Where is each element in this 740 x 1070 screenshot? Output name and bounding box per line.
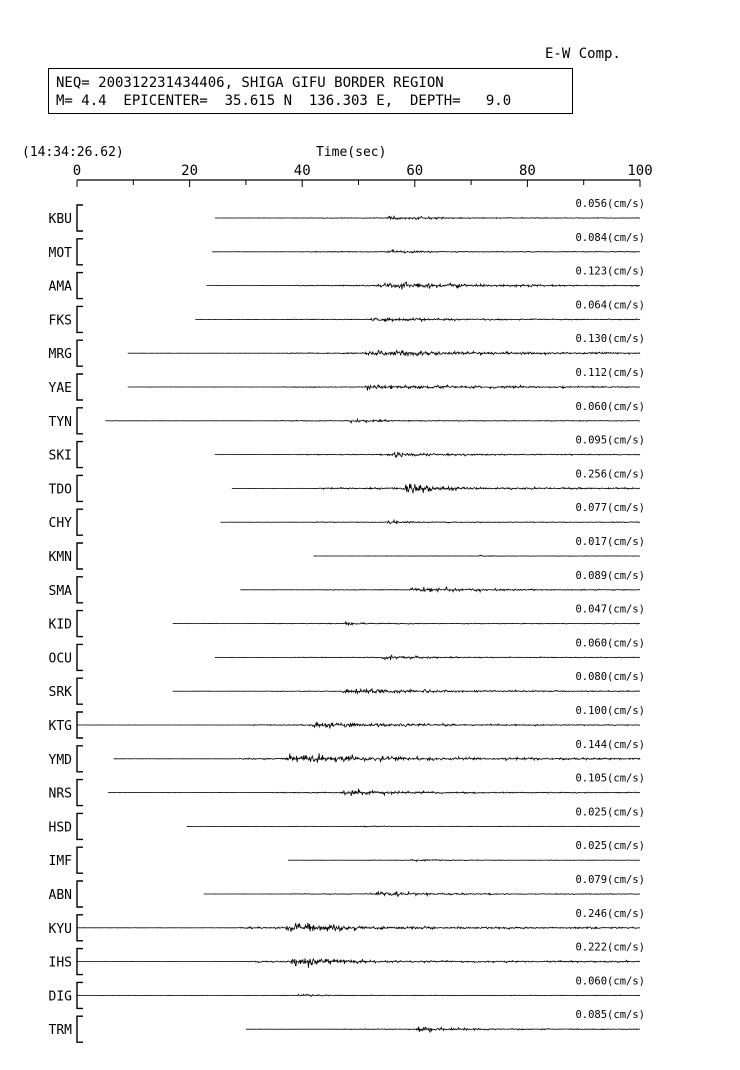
station-amplitude: 0.246(cm/s): [575, 907, 645, 920]
station-amplitude: 0.047(cm/s): [575, 603, 645, 616]
station-bracket: [77, 780, 83, 806]
waveform-mrg: [128, 350, 640, 356]
station-bracket: [77, 239, 83, 265]
waveform-trm: [246, 1027, 640, 1033]
time-tick-label: 60: [406, 163, 424, 179]
station-label: OCU: [48, 651, 72, 667]
waveform-ocu: [215, 655, 640, 660]
station-label: MRG: [48, 347, 72, 363]
trace-trm: [49, 1009, 645, 1042]
trace-nrs: [49, 773, 645, 806]
trace-mrg: [49, 333, 645, 366]
station-bracket: [77, 408, 83, 434]
station-bracket: [77, 881, 83, 907]
station-label: MOT: [48, 245, 72, 261]
trace-abn: [49, 874, 645, 907]
waveform-kmn: [314, 555, 641, 556]
station-bracket: [77, 306, 83, 332]
station-label: KMN: [48, 550, 72, 565]
station-label: CHY: [48, 516, 72, 532]
station-amplitude: 0.017(cm/s): [575, 536, 645, 548]
trace-kid: [49, 604, 645, 637]
station-label: KYU: [48, 921, 72, 937]
time-tick-label: 80: [518, 163, 536, 179]
trace-ama: [49, 266, 645, 299]
station-label: NRS: [48, 786, 72, 802]
station-amplitude: 0.060(cm/s): [575, 637, 645, 650]
time-tick-label: 40: [293, 163, 311, 179]
time-tick-label: 20: [181, 163, 199, 179]
time-axis-label: Time(sec): [316, 145, 387, 160]
station-amplitude: 0.105(cm/s): [575, 772, 645, 785]
station-label: YMD: [48, 752, 72, 768]
station-bracket: [77, 340, 83, 366]
station-bracket: [77, 475, 83, 501]
waveform-fks: [195, 318, 640, 322]
station-amplitude: 0.123(cm/s): [575, 265, 645, 278]
station-amplitude: 0.222(cm/s): [575, 941, 645, 954]
station-amplitude: 0.056(cm/s): [575, 198, 645, 210]
station-label: TDO: [48, 482, 72, 498]
waveform-ymd: [114, 753, 640, 763]
waveform-mot: [212, 250, 640, 253]
waveform-ktg: [77, 723, 640, 729]
station-label: DIG: [48, 989, 72, 1005]
station-amplitude: 0.095(cm/s): [575, 434, 645, 447]
trace-tdo: [49, 468, 645, 501]
waveform-imf: [288, 859, 640, 861]
station-bracket: [77, 543, 83, 569]
station-label: SMA: [48, 583, 72, 599]
station-label: ABN: [48, 888, 72, 903]
waveform-chy: [221, 520, 640, 524]
component-label: E-W Comp.: [545, 46, 621, 62]
trace-srk: [49, 671, 645, 704]
station-bracket: [77, 1016, 83, 1042]
station-amplitude: 0.080(cm/s): [575, 671, 645, 684]
trace-group: [49, 198, 645, 1042]
station-label: TRM: [48, 1023, 72, 1039]
trace-fks: [49, 299, 645, 332]
waveform-tdo: [232, 484, 640, 493]
trace-yae: [49, 367, 645, 400]
station-bracket: [77, 847, 83, 873]
waveform-dig: [77, 994, 640, 996]
station-label: IHS: [48, 955, 72, 971]
station-amplitude: 0.084(cm/s): [575, 231, 645, 244]
trace-kmn: [49, 536, 645, 569]
station-amplitude: 0.256(cm/s): [575, 468, 645, 481]
trace-ktg: [49, 705, 645, 738]
station-label: TYN: [48, 414, 72, 430]
station-bracket: [77, 442, 83, 468]
trace-chy: [49, 502, 645, 535]
station-bracket: [77, 678, 83, 704]
station-label: KTG: [48, 719, 72, 734]
origin-time: (14:34:26.62): [22, 145, 124, 160]
waveform-kbu: [215, 216, 640, 219]
trace-sma: [49, 570, 645, 603]
station-label: HSD: [48, 820, 72, 836]
station-bracket: [77, 611, 83, 637]
trace-hsd: [49, 806, 645, 839]
station-amplitude: 0.060(cm/s): [575, 400, 645, 413]
waveform-ama: [207, 282, 641, 290]
waveform-tyn: [105, 419, 640, 423]
event-info-line-2: M= 4.4 EPICENTER= 35.615 N 136.303 E, DEPTH= 9.0: [56, 93, 512, 109]
station-label: SKI: [48, 448, 72, 464]
station-bracket: [77, 813, 83, 839]
time-tick-label: 0: [72, 163, 82, 179]
trace-kyu: [49, 908, 645, 941]
time-tick-label: 100: [627, 163, 653, 179]
trace-kbu: [49, 198, 645, 231]
station-amplitude: 0.144(cm/s): [575, 738, 645, 751]
station-amplitude: 0.085(cm/s): [575, 1009, 645, 1022]
trace-ymd: [49, 739, 645, 772]
waveform-ski: [215, 452, 640, 457]
time-axis: [73, 163, 653, 187]
station-label: AMA: [48, 279, 72, 295]
waveform-sma: [240, 587, 640, 592]
station-amplitude: 0.089(cm/s): [575, 569, 645, 582]
trace-ocu: [49, 637, 645, 670]
event-info-line-1: NEQ= 200312231434406, SHIGA GIFU BORDER REGION: [56, 75, 444, 91]
waveform-yae: [128, 385, 640, 391]
trace-dig: [49, 975, 645, 1008]
station-amplitude: 0.079(cm/s): [575, 874, 645, 886]
station-label: KBU: [48, 212, 72, 227]
trace-ihs: [49, 942, 645, 975]
station-label: IMF: [48, 854, 72, 870]
trace-imf: [49, 840, 645, 873]
waveform-kyu: [77, 923, 640, 932]
station-amplitude: 0.130(cm/s): [575, 333, 645, 346]
station-bracket: [77, 509, 83, 535]
station-bracket: [77, 205, 83, 231]
station-amplitude: 0.064(cm/s): [575, 299, 645, 312]
station-bracket: [77, 644, 83, 670]
waveform-ihs: [77, 958, 640, 968]
waveform-srk: [173, 689, 640, 693]
station-bracket: [77, 273, 83, 299]
station-amplitude: 0.112(cm/s): [575, 367, 645, 379]
waveform-nrs: [108, 789, 640, 796]
station-amplitude: 0.077(cm/s): [575, 502, 645, 515]
station-label: YAE: [48, 381, 72, 396]
station-amplitude: 0.060(cm/s): [575, 975, 645, 988]
station-amplitude: 0.025(cm/s): [575, 840, 645, 853]
station-bracket: [77, 746, 83, 772]
station-label: FKS: [48, 313, 72, 329]
waveform-kid: [173, 622, 640, 625]
waveform-hsd: [187, 826, 640, 827]
station-bracket: [77, 374, 83, 400]
trace-tyn: [49, 401, 645, 434]
station-bracket: [77, 577, 83, 603]
station-amplitude: 0.025(cm/s): [575, 806, 645, 819]
station-label: KID: [48, 617, 72, 633]
station-amplitude: 0.100(cm/s): [575, 705, 645, 717]
trace-mot: [49, 232, 645, 265]
trace-ski: [49, 435, 645, 468]
waveform-abn: [204, 892, 640, 897]
station-label: SRK: [48, 685, 72, 701]
